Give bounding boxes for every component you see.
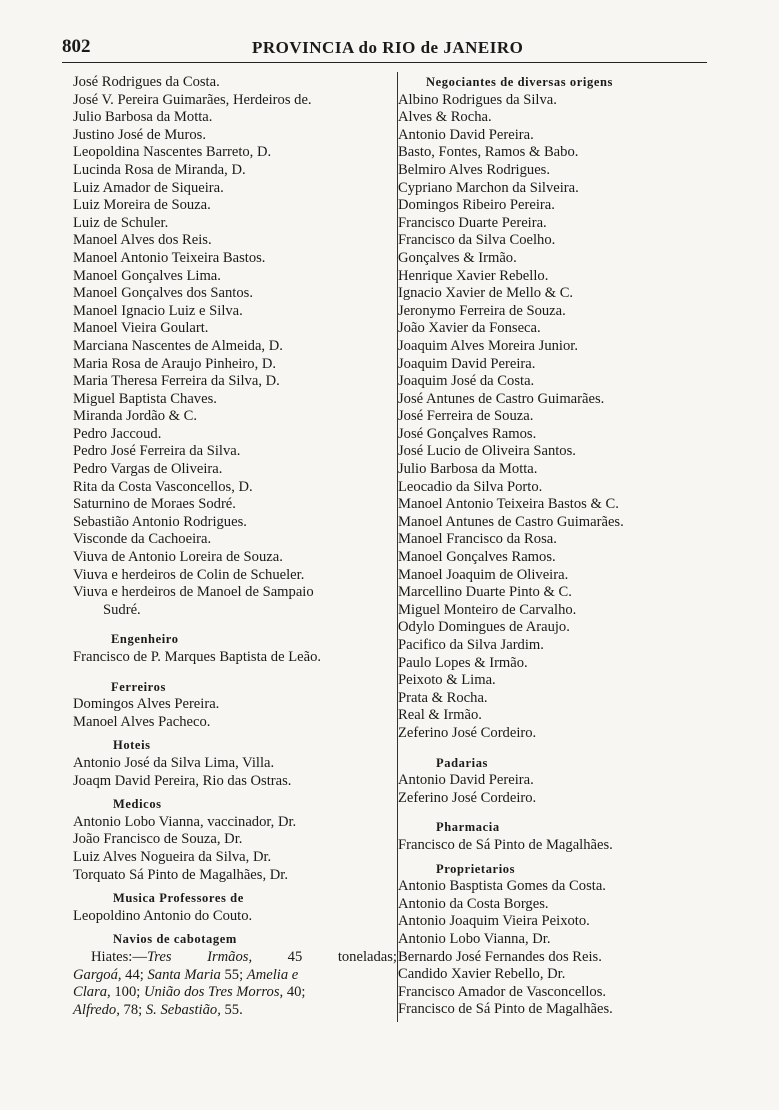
list-item: Saturnino de Moraes Sodré. (73, 496, 236, 513)
list-item: Luiz Amador de Siqueira. (73, 179, 224, 196)
section-heading-padarias: Padarias (436, 755, 489, 770)
list-item: Henrique Xavier Rebello. (398, 267, 549, 284)
list-item: Belmiro Alves Rodrigues. (398, 161, 551, 178)
list-item: Odylo Domingues de Araujo. (398, 619, 570, 636)
list-item: Antonio Lobo Vianna, Dr. (398, 930, 551, 947)
list-item: Manoel Ignacio Luiz e Silva. (73, 302, 243, 319)
list-item: Miranda Jordão & C. (73, 408, 198, 425)
list-item: Luiz Alves Nogueira da Silva, Dr. (73, 848, 272, 865)
list-item: Bernardo José Fernandes dos Reis. (398, 948, 602, 965)
list-item: José Gonçalves Ramos. (398, 425, 537, 442)
list-item: Joaquim José da Costa. (398, 373, 535, 390)
list-item: José Lucio de Oliveira Santos. (398, 443, 576, 460)
list-item: Antonio Lobo Vianna, vaccinador, Dr. (73, 813, 297, 830)
list-item: Viuva de Antonio Loreira de Souza. (73, 549, 283, 566)
list-item: Zeferino José Cordeiro. (398, 789, 537, 806)
list-item: Antonio Basptista Gomes da Costa. (398, 878, 606, 895)
section-heading-navios: Navios de cabotagem (113, 932, 237, 947)
list-item: Francisco Duarte Pereira. (398, 214, 547, 231)
navios-line: Gargoá, 44; Santa Maria 55; Amelia e (73, 966, 299, 983)
list-item: Pedro Jaccoud. (73, 425, 162, 442)
list-item: Alves & Rocha. (398, 109, 492, 126)
list-item: Manoel Joaquim de Oliveira. (398, 566, 569, 583)
list-item: Rita da Costa Vasconcellos, D. (73, 478, 253, 495)
list-item: Pedro José Ferreira da Silva. (73, 443, 241, 460)
list-item: Manoel Gonçalves Ramos. (398, 549, 556, 566)
list-item: Manoel Antonio Teixeira Bastos. (73, 249, 266, 266)
list-item: Julio Barbosa da Motta. (398, 461, 538, 478)
list-item: Francisco da Silva Coelho. (398, 232, 556, 249)
list-item: Julio Barbosa da Motta. (73, 109, 213, 126)
list-item: Albino Rodrigues da Silva. (398, 91, 557, 108)
list-item: Manoel Alves Pacheco. (73, 713, 211, 730)
list-item: Manoel Antunes de Castro Guimarães. (398, 513, 624, 530)
list-item: Cypriano Marchon da Silveira. (398, 179, 579, 196)
list-item: Manoel Vieira Goulart. (73, 320, 209, 337)
section-heading-hoteis: Hoteis (113, 738, 151, 753)
list-item: Leopoldino Antonio do Couto. (73, 907, 253, 924)
list-item: Manoel Francisco da Rosa. (398, 531, 557, 548)
header-rule (62, 62, 707, 63)
list-item: Manoel Gonçalves dos Santos. (73, 285, 253, 302)
list-item: Francisco Amador de Vasconcellos. (398, 983, 607, 1000)
list-item: Maria Rosa de Araujo Pinheiro, D. (73, 355, 277, 372)
list-item: Ignacio Xavier de Mello & C. (398, 285, 574, 302)
list-item: José V. Pereira Guimarães, Herdeiros de. (73, 91, 312, 108)
list-item: Sudré. (103, 601, 141, 618)
page-number: 802 (62, 36, 91, 57)
section-heading-musica: Musica Professores de (113, 891, 244, 906)
section-heading-negociantes: Negociantes de diversas origens (426, 75, 613, 89)
list-item: Paulo Lopes & Irmão. (398, 654, 528, 671)
list-item: Sebastião Antonio Rodrigues. (73, 513, 247, 530)
list-item: Luiz de Schuler. (73, 214, 169, 231)
list-item: Lucinda Rosa de Miranda, D. (73, 161, 246, 178)
list-item: Prata & Rocha. (398, 689, 488, 706)
list-item: Real & Irmão. (398, 707, 482, 724)
list-item: Antonio David Pereira. (398, 772, 534, 789)
list-item: Francisco de Sá Pinto de Magalhães. (398, 836, 613, 853)
list-item: Domingos Alves Pereira. (73, 696, 220, 713)
list-item: Leocadio da Silva Porto. (398, 478, 543, 495)
list-item: Joaqm David Pereira, Rio das Ostras. (73, 772, 292, 789)
list-item: Jeronymo Ferreira de Souza. (398, 302, 566, 319)
list-item: Manoel Antonio Teixeira Bastos & C. (398, 496, 619, 513)
list-item: José Antunes de Castro Guimarães. (398, 390, 605, 407)
list-item: Antonio Joaquim Vieira Peixoto. (398, 913, 590, 930)
list-item: Pedro Vargas de Oliveira. (73, 461, 223, 478)
list-item: João Xavier da Fonseca. (398, 320, 541, 337)
list-item: Francisco de Sá Pinto de Magalhães. (398, 1001, 613, 1018)
list-item: Justino José de Muros. (73, 126, 206, 143)
list-item: Viuva e herdeiros de Colin de Schueler. (73, 566, 305, 583)
list-item: Basto, Fontes, Ramos & Babo. (398, 144, 579, 161)
list-item: Domingos Ribeiro Pereira. (398, 197, 555, 214)
list-item: Marciana Nascentes de Almeida, D. (73, 337, 283, 354)
navios-line: Hiates:—Tres Irmãos, 45 toneladas; (91, 948, 397, 965)
list-item: Gonçalves & Irmão. (398, 249, 517, 266)
section-heading-proprietarios: Proprietarios (436, 861, 516, 876)
list-item: Visconde da Cachoeira. (73, 531, 212, 548)
list-item: Torquato Sá Pinto de Magalhães, Dr. (73, 866, 289, 883)
list-item: Marcellino Duarte Pinto & C. (398, 584, 572, 601)
section-heading-ferreiros: Ferreiros (111, 679, 166, 694)
list-item: Antonio David Pereira. (398, 126, 534, 143)
list-item: Viuva e herdeiros de Manoel de Sampaio (73, 584, 314, 601)
list-item: Pacifico da Silva Jardim. (398, 637, 544, 653)
list-item: Peixoto & Lima. (398, 672, 496, 689)
list-item: Joaquim David Pereira. (398, 355, 536, 372)
list-item: José Rodrigues da Costa. (73, 74, 220, 90)
list-item: Joaquim Alves Moreira Junior. (398, 337, 578, 354)
list-item: José Ferreira de Souza. (398, 408, 534, 425)
section-heading-pharmacia: Pharmacia (436, 820, 500, 835)
list-item: Leopoldina Nascentes Barreto, D. (73, 144, 272, 161)
section-heading-medicos: Medicos (113, 797, 162, 812)
running-head: PROVINCIA do RIO de JANEIRO (252, 38, 524, 57)
list-item: Manoel Alves dos Reis. (73, 232, 212, 249)
list-item: Antonio José da Silva Lima, Villa. (73, 754, 275, 771)
list-item: João Francisco de Souza, Dr. (73, 831, 243, 848)
list-item: Francisco de P. Marques Baptista de Leão. (73, 649, 322, 665)
section-heading-engenheiro: Engenheiro (111, 632, 179, 647)
list-item: Antonio da Costa Borges. (398, 895, 549, 912)
list-item: Miguel Monteiro de Carvalho. (398, 601, 577, 618)
page-header (62, 36, 707, 60)
list-item: Manoel Gonçalves Lima. (73, 267, 221, 284)
right-column (398, 74, 698, 1019)
list-item: Maria Theresa Ferreira da Silva, D. (73, 373, 280, 390)
navios-line: Alfredo, 78; S. Sebastião, 55. (73, 1001, 243, 1018)
left-column (73, 74, 397, 1019)
list-item: Zeferino José Cordeiro. (398, 724, 537, 741)
list-item: Candido Xavier Rebello, Dr. (398, 966, 566, 983)
list-item: Luiz Moreira de Souza. (73, 197, 211, 214)
list-item: Miguel Baptista Chaves. (73, 390, 217, 407)
navios-line: Clara, 100; União dos Tres Morros, 40; (73, 984, 306, 1001)
